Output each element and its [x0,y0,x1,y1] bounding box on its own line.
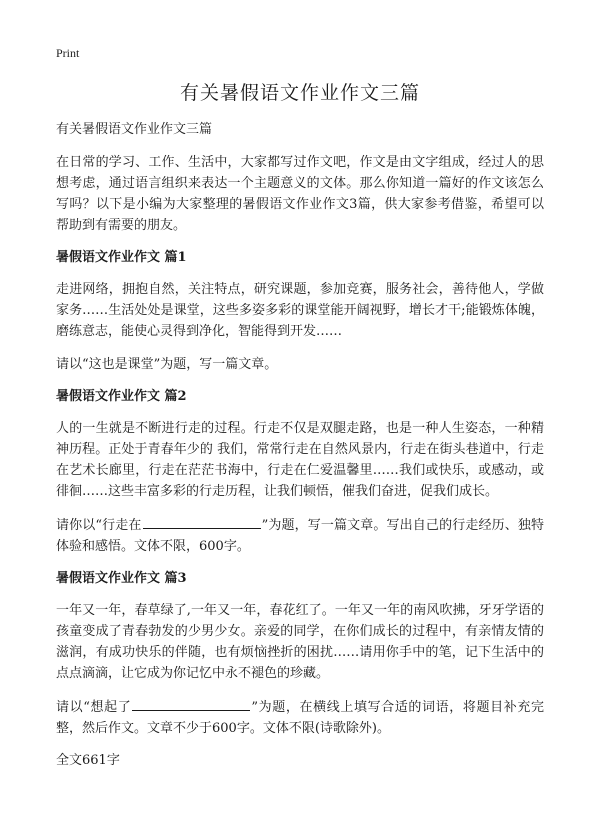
section-prompt-1: 请以“这也是课堂”为题，写一篇文章。 [56,357,278,372]
fill-in-blank-3 [132,696,250,711]
document-title: 有关暑假语文作业作文三篇 [179,82,420,104]
section-heading-3: 暑假语文作业作文 篇3 [56,571,187,586]
section-prompt-2 [56,514,544,557]
prompt-2-after: ”为题，写一篇文章。写出自己的行走经历、独特体验和感悟。文体不限，600字。 [56,518,544,554]
section-body-3: 一年又一年，春草绿了,一年又一年，春花红了。一年又一年的南风吹拂，牙牙学语的孩童变成了青春勃发的少男少女。亲爱的同学，在你们成长的过程中，有亲情友情的滋润，有成功快乐的伴随，也有烦恼挫折的困扰……请用你手中的笔，记下生活中的点点滴滴，让它成为你记忆中永不褪色的珍藏。 [56,603,544,681]
section-body-1: 走进网络，拥抱自然，关注特点，研究课题，参加竞赛，服务社会，善待他人，学做家务……生活处处是课堂，这些多姿多彩的课堂能开阔视野，增长才干;能锻炼体魄，磨练意志，能使心灵得到净化，智能得到开发…… [56,282,544,339]
prompt-3-after: ”为题，在横线上填写合适的词语，将题目补充完整，然后作文。文章不少于600字。文体不限(诗歌除外)。 [56,700,544,736]
document-subtitle: 有关暑假语文作业作文三篇 [56,122,213,137]
word-count: 全文661字 [56,753,120,768]
section-heading-2: 暑假语文作业作文 篇2 [56,389,187,404]
document-body [56,120,544,771]
section-prompt-3 [56,696,544,739]
print-link[interactable]: Print [56,46,80,60]
section-heading-1: 暑假语文作业作文 篇1 [56,250,187,265]
intro-paragraph: 在日常的学习、工作、生活中，大家都写过作文吧，作文是由文字组成，经过人的思想考虑，通过语言组织来表达一个主题意义的文体。那么你知道一篇好的作文该怎么写吗？以下是小编为大家整理的暑假语文作业作文3篇，供大家参考借鉴，希望可以帮助到有需要的朋友。 [56,155,544,233]
fill-in-blank-2 [143,514,261,529]
prompt-3-before: 请以“想起了 [56,700,132,715]
section-body-2: 人的一生就是不断进行走的过程。行走不仅是双腿走路，也是一种人生姿态，一种精神历程。正处于青春年少的 我们，常常行走在自然风景内，行走在街头巷道中，行走在艺术长廊里，行走在茫茫书海中，行走在仁爱温馨里……我们或快乐，或感动，或徘徊……这些丰富多彩的行走历程，让我们顿悟，催我们奋进，促我们成长。 [56,421,544,499]
prompt-2-before: 请你以“行走在 [56,518,142,533]
